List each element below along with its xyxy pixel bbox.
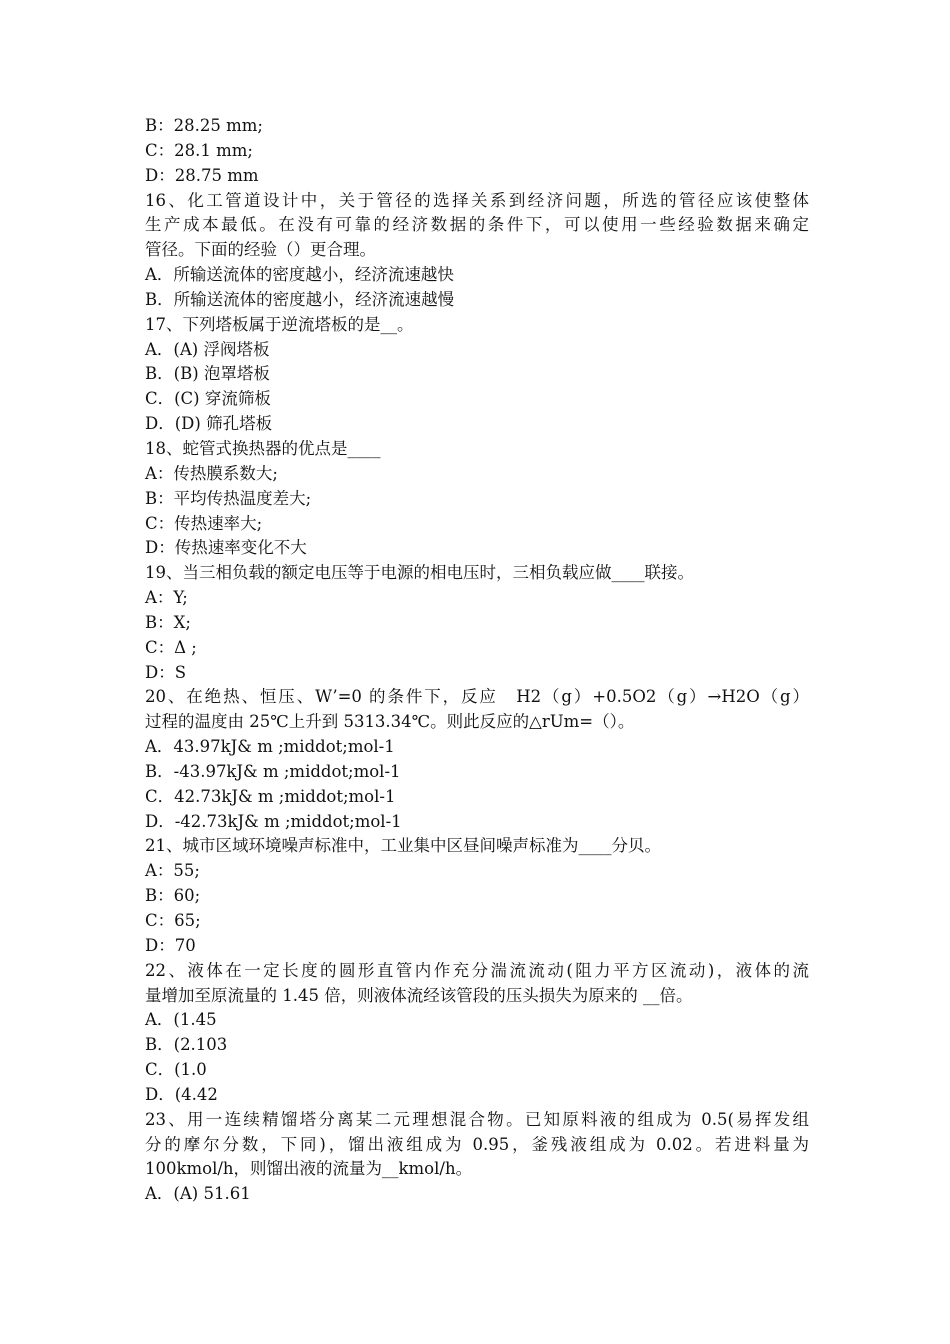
text-line: A．(A) 51.61: [145, 1184, 251, 1204]
text-line: B．(B) 泡罩塔板: [145, 364, 270, 384]
text-line: A：55;: [145, 861, 200, 881]
text-line: B：平均传热温度差大;: [145, 488, 312, 508]
document-page: [145, 114, 809, 1207]
text-line: 21、城市区域环境噪声标准中，工业集中区昼间噪声标准为____分贝。: [145, 836, 661, 856]
text-line: B．-43.97kJ& m ;middot;mol-1: [145, 761, 401, 781]
text-line: 100kmol/h，则馏出液的流量为__kmol/h。: [145, 1159, 473, 1179]
text-line: C：传热速率大;: [145, 513, 263, 533]
text-line: A：Y;: [145, 588, 188, 608]
text-line: D．(D) 筛孔塔板: [145, 414, 273, 434]
text-line: D．-42.73kJ& m ;middot;mol-1: [145, 811, 402, 831]
text-line: 17、下列塔板属于逆流塔板的是__。: [145, 314, 414, 334]
text-line: 管径。下面的经验（）更合理。: [145, 240, 376, 260]
text-line: D．(4.42: [145, 1084, 218, 1104]
text-line: C．(C) 穿流筛板: [145, 389, 271, 409]
text-line: A．(A) 浮阀塔板: [145, 339, 270, 359]
text-line: B：60;: [145, 886, 201, 906]
text-line: A．43.97kJ& m ;middot;mol-1: [145, 737, 395, 757]
text-line: 23、用一连续精馏塔分离某二元理想混合物。已知原料液的组成为 0.5(易挥发组: [145, 1109, 809, 1129]
text-line: D：28.75 mm: [145, 165, 259, 185]
text-line: 18、蛇管式换热器的优点是____: [145, 438, 381, 458]
text-line: D：传热速率变化不大: [145, 538, 307, 558]
text-line: 19、当三相负载的额定电压等于电源的相电压时，三相负载应做____联接。: [145, 563, 694, 583]
text-line: B．(2.103: [145, 1035, 228, 1055]
text-line: 20、在绝热、恒压、W’=0 的条件下，反应 H2（g）+0.5O2（g）→H2O（g）: [145, 687, 809, 707]
text-line: D：70: [145, 935, 196, 955]
text-line: A．所输送流体的密度越小，经济流速越快: [145, 265, 454, 285]
text-line: A．(1.45: [145, 1010, 217, 1030]
text-line: C．(1.0: [145, 1060, 207, 1080]
text-line: A：传热膜系数大;: [145, 463, 278, 483]
text-line: C：65;: [145, 911, 201, 930]
text-line: 16、化工管道设计中，关于管径的选择关系到经济问题，所选的管径应该使整体: [145, 190, 809, 210]
text-line: 量增加至原流量的 1.45 倍，则液体流经该管段的压头损失为原来的 __倍。: [145, 985, 693, 1005]
text-line: C：Δ ;: [145, 637, 197, 657]
text-line: B．所输送流体的密度越小，经济流速越慢: [145, 289, 455, 309]
text-line: 分的摩尔分数，下同)，馏出液组成为 0.95，釜残液组成为 0.02。若进料量为: [145, 1134, 809, 1154]
text-line: B：X;: [145, 612, 191, 632]
text-line: 生产成本最低。在没有可靠的经济数据的条件下，可以使用一些经验数据来确定: [145, 215, 809, 235]
text-line: D：S: [145, 662, 187, 682]
text-line: 过程的温度由 25℃上升到 5313.34℃。则此反应的△rUm=（）。: [145, 712, 635, 732]
text-line: B：28.25 mm;: [145, 116, 263, 135]
text-line: C：28.1 mm;: [145, 140, 253, 160]
text-line: 22、液体在一定长度的圆形直管内作充分湍流流动(阻力平方区流动)，液体的流: [145, 960, 809, 980]
text-line: C．42.73kJ& m ;middot;mol-1: [145, 786, 396, 806]
